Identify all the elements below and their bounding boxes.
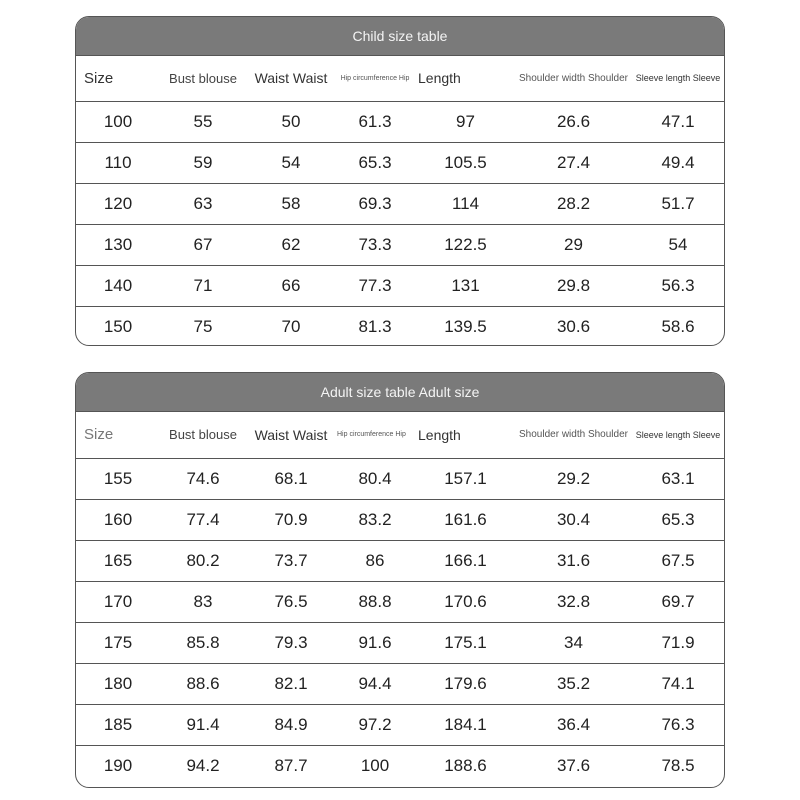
cell-hip: 80.4 bbox=[336, 458, 414, 499]
cell-size: 165 bbox=[76, 540, 160, 581]
header-bust: Bust blouse bbox=[160, 56, 246, 101]
cell-sleeve: 71.9 bbox=[630, 622, 725, 663]
adult-table-grid bbox=[76, 412, 725, 786]
cell-hip: 65.3 bbox=[336, 142, 414, 183]
child-table-title: Child size table bbox=[76, 17, 724, 56]
cell-sleeve: 51.7 bbox=[630, 183, 725, 224]
cell-size: 185 bbox=[76, 704, 160, 745]
cell-bust: 83 bbox=[160, 581, 246, 622]
cell-size: 180 bbox=[76, 663, 160, 704]
cell-sleeve: 47.1 bbox=[630, 101, 725, 142]
header-size: Size bbox=[76, 412, 160, 458]
cell-shoulder: 28.2 bbox=[517, 183, 630, 224]
cell-hip: 94.4 bbox=[336, 663, 414, 704]
cell-sleeve: 69.7 bbox=[630, 581, 725, 622]
cell-hip: 61.3 bbox=[336, 101, 414, 142]
cell-hip: 100 bbox=[360, 755, 390, 775]
header-hip: Hip circumference Hip bbox=[336, 412, 414, 458]
cell-shoulder: 26.6 bbox=[517, 101, 630, 142]
adult-header-row bbox=[76, 412, 725, 458]
cell-shoulder: 34 bbox=[517, 622, 630, 663]
header-hip: Hip circumference Hip bbox=[336, 56, 414, 101]
cell-bust: 59 bbox=[160, 142, 246, 183]
cell-bust: 74.6 bbox=[160, 458, 246, 499]
cell-length: 131 bbox=[414, 265, 517, 306]
cell-waist: 66 bbox=[246, 265, 336, 306]
cell-sleeve: 74.1 bbox=[630, 663, 725, 704]
cell-hip: 91.6 bbox=[336, 622, 414, 663]
cell-size: 110 bbox=[76, 142, 160, 183]
cell-shoulder: 37.6 bbox=[556, 755, 591, 775]
table-row bbox=[76, 704, 725, 745]
cell-shoulder: 27.4 bbox=[517, 142, 630, 183]
cell-length: 170.6 bbox=[414, 581, 517, 622]
cell-sleeve: 58.6 bbox=[661, 316, 695, 336]
cell-bust: 55 bbox=[160, 101, 246, 142]
cell-waist: 58 bbox=[246, 183, 336, 224]
cell-length: 114 bbox=[414, 183, 517, 224]
header-length: Length bbox=[414, 56, 517, 101]
cell-shoulder: 32.8 bbox=[517, 581, 630, 622]
cell-shoulder: 30.6 bbox=[556, 316, 591, 336]
cell-bust: 85.8 bbox=[160, 622, 246, 663]
cell-shoulder: 29.8 bbox=[517, 265, 630, 306]
cell-hip: 73.3 bbox=[336, 224, 414, 265]
header-length: Length bbox=[414, 412, 517, 458]
cell-size: 170 bbox=[76, 581, 160, 622]
child-header-row bbox=[76, 56, 725, 101]
cell-bust: 88.6 bbox=[160, 663, 246, 704]
cell-bust: 67 bbox=[160, 224, 246, 265]
cell-hip: 97.2 bbox=[336, 704, 414, 745]
table-row bbox=[76, 745, 725, 786]
header-shoulder: Shoulder width Shoulder bbox=[517, 56, 630, 101]
cell-bust: 77.4 bbox=[160, 499, 246, 540]
cell-waist: 82.1 bbox=[246, 663, 336, 704]
table-row bbox=[76, 458, 725, 499]
cell-hip: 83.2 bbox=[336, 499, 414, 540]
cell-length: 188.6 bbox=[444, 755, 487, 775]
cell-length: 161.6 bbox=[414, 499, 517, 540]
cell-waist: 79.3 bbox=[246, 622, 336, 663]
cell-size: 130 bbox=[76, 224, 160, 265]
cell-waist: 54 bbox=[246, 142, 336, 183]
child-table-grid bbox=[76, 56, 725, 346]
adult-table-body bbox=[76, 458, 725, 786]
cell-size: 140 bbox=[76, 265, 160, 306]
cell-waist: 70.9 bbox=[246, 499, 336, 540]
cell-waist: 87.7 bbox=[274, 755, 308, 775]
cell-size: 190 bbox=[103, 755, 133, 775]
table-row bbox=[76, 540, 725, 581]
cell-waist: 50 bbox=[246, 101, 336, 142]
header-bust: Bust blouse bbox=[160, 412, 246, 458]
cell-shoulder: 35.2 bbox=[517, 663, 630, 704]
cell-hip: 86 bbox=[336, 540, 414, 581]
cell-sleeve: 65.3 bbox=[630, 499, 725, 540]
table-row bbox=[76, 622, 725, 663]
table-row bbox=[76, 265, 725, 306]
cell-length: 157.1 bbox=[414, 458, 517, 499]
cell-length: 122.5 bbox=[414, 224, 517, 265]
cell-bust: 91.4 bbox=[160, 704, 246, 745]
table-row bbox=[76, 306, 725, 346]
adult-table-title: Adult size table Adult size bbox=[76, 373, 724, 412]
table-row bbox=[76, 183, 725, 224]
cell-size: 155 bbox=[76, 458, 160, 499]
header-waist: Waist Waist bbox=[246, 412, 336, 458]
cell-sleeve: 76.3 bbox=[630, 704, 725, 745]
cell-shoulder: 30.4 bbox=[517, 499, 630, 540]
child-size-table bbox=[75, 16, 725, 346]
header-sleeve: Sleeve length Sleeve bbox=[630, 412, 725, 458]
cell-size: 120 bbox=[76, 183, 160, 224]
cell-shoulder: 31.6 bbox=[517, 540, 630, 581]
cell-shoulder: 29 bbox=[517, 224, 630, 265]
cell-size: 175 bbox=[76, 622, 160, 663]
cell-length: 175.1 bbox=[414, 622, 517, 663]
cell-length: 105.5 bbox=[414, 142, 517, 183]
cell-sleeve: 63.1 bbox=[630, 458, 725, 499]
cell-bust: 80.2 bbox=[160, 540, 246, 581]
table-row bbox=[76, 142, 725, 183]
cell-shoulder: 29.2 bbox=[517, 458, 630, 499]
cell-hip: 69.3 bbox=[336, 183, 414, 224]
cell-length: 166.1 bbox=[414, 540, 517, 581]
cell-sleeve: 67.5 bbox=[630, 540, 725, 581]
cell-waist: 84.9 bbox=[246, 704, 336, 745]
cell-sleeve: 78.5 bbox=[661, 755, 695, 775]
table-row bbox=[76, 663, 725, 704]
table-row bbox=[76, 224, 725, 265]
cell-waist: 76.5 bbox=[246, 581, 336, 622]
cell-shoulder: 36.4 bbox=[517, 704, 630, 745]
cell-size: 150 bbox=[103, 316, 133, 336]
cell-sleeve: 54 bbox=[630, 224, 725, 265]
cell-size: 100 bbox=[76, 101, 160, 142]
cell-waist: 62 bbox=[246, 224, 336, 265]
cell-length: 179.6 bbox=[414, 663, 517, 704]
cell-sleeve: 56.3 bbox=[630, 265, 725, 306]
table-row bbox=[76, 581, 725, 622]
cell-waist: 70 bbox=[281, 316, 301, 336]
header-shoulder: Shoulder width Shoulder bbox=[517, 412, 630, 458]
cell-length: 97 bbox=[414, 101, 517, 142]
cell-bust: 75 bbox=[193, 316, 213, 336]
cell-bust: 71 bbox=[160, 265, 246, 306]
cell-waist: 68.1 bbox=[246, 458, 336, 499]
adult-size-table bbox=[75, 372, 725, 788]
cell-sleeve: 49.4 bbox=[630, 142, 725, 183]
header-size: Size bbox=[76, 56, 160, 101]
cell-hip: 81.3 bbox=[358, 316, 392, 336]
cell-bust: 94.2 bbox=[186, 755, 220, 775]
cell-length: 139.5 bbox=[444, 316, 487, 336]
cell-waist: 73.7 bbox=[246, 540, 336, 581]
cell-length: 184.1 bbox=[414, 704, 517, 745]
table-row bbox=[76, 499, 725, 540]
table-row bbox=[76, 101, 725, 142]
cell-hip: 88.8 bbox=[336, 581, 414, 622]
cell-bust: 63 bbox=[160, 183, 246, 224]
child-table-body bbox=[76, 101, 725, 346]
header-sleeve: Sleeve length Sleeve bbox=[630, 56, 725, 101]
header-waist: Waist Waist bbox=[246, 56, 336, 101]
cell-hip: 77.3 bbox=[336, 265, 414, 306]
cell-size: 160 bbox=[76, 499, 160, 540]
